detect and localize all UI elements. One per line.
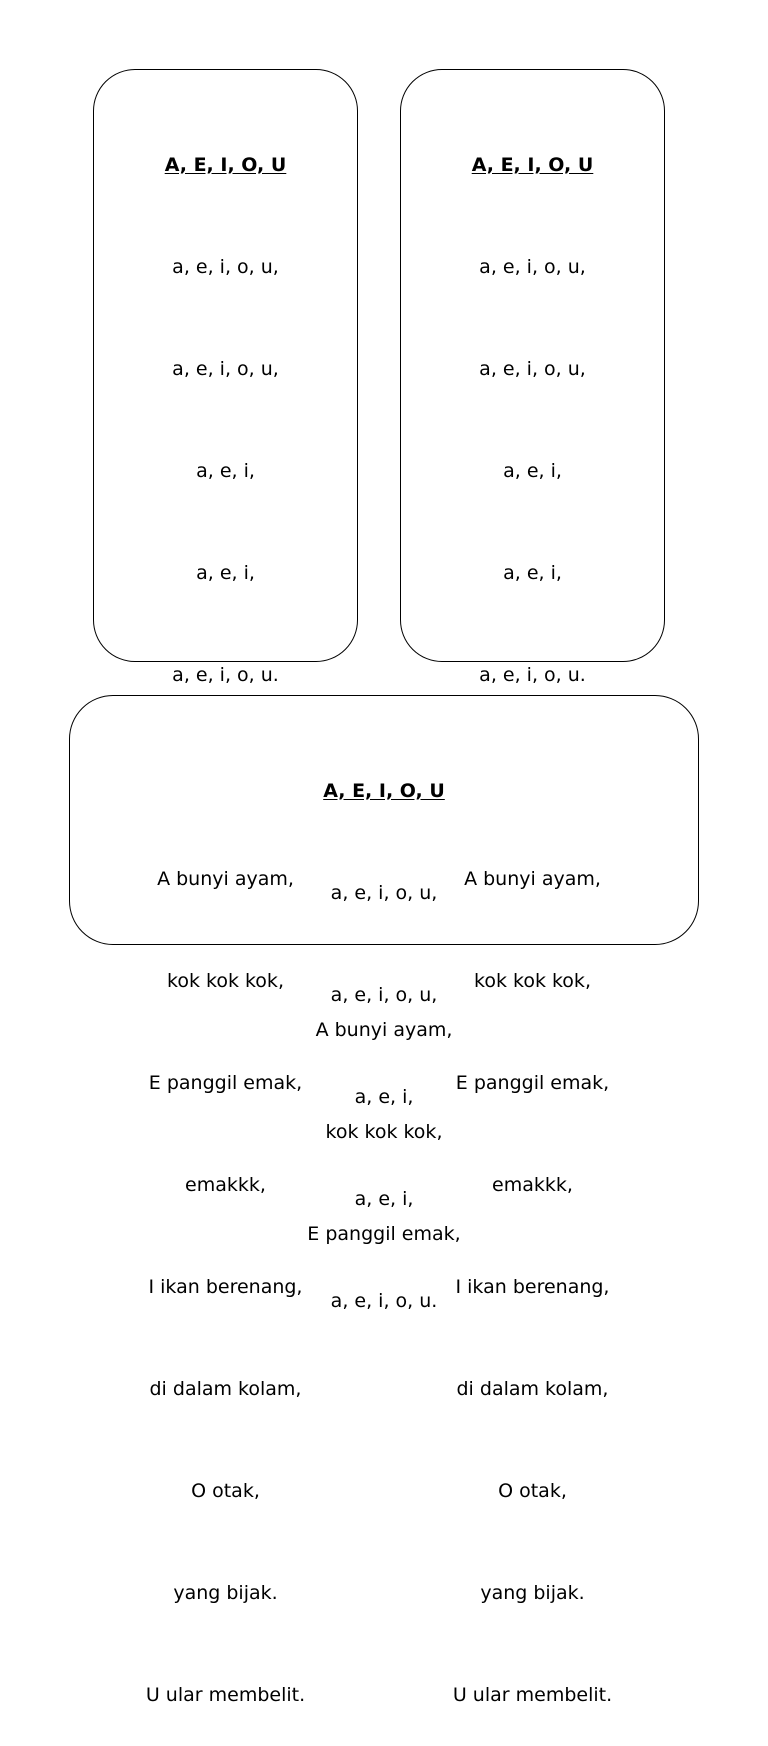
verse-line: di dalam kolam, xyxy=(456,1378,609,1400)
chorus-line: a, e, i, o, u, xyxy=(330,882,438,904)
chorus-line: a, e, i, o, u. xyxy=(172,664,279,686)
chorus-line: a, e, i, o, u, xyxy=(479,256,586,278)
verse-line: E panggil emak, xyxy=(307,1223,461,1245)
verse-line: E panggil emak, xyxy=(455,1072,610,1094)
verse-line: O otak, xyxy=(498,1480,567,1502)
verse-line: kok kok kok, xyxy=(474,970,591,992)
chorus-line: a, e, i, o, u, xyxy=(172,256,279,278)
verse-line: A bunyi ayam, xyxy=(315,1019,453,1041)
chorus-line: a, e, i, xyxy=(503,460,562,482)
song-title: A, E, I, O, U xyxy=(164,154,287,176)
song-title: A, E, I, O, U xyxy=(323,780,445,802)
verse-line: O otak, xyxy=(191,1480,260,1502)
verse-line: E panggil emak, xyxy=(148,1072,303,1094)
lyrics-bottom-verse xyxy=(69,945,699,1285)
verse-line: U ular membelit. xyxy=(145,1684,306,1706)
chorus-line: a, e, i, xyxy=(354,1188,414,1210)
verse-line: yang bijak. xyxy=(173,1582,278,1604)
verse-line: I ikan berenang, xyxy=(148,1276,303,1298)
verse-line: kok kok kok, xyxy=(325,1121,443,1143)
chorus-line: a, e, i, xyxy=(196,562,255,584)
verse-line: U ular membelit. xyxy=(452,1684,613,1706)
chorus-line: a, e, i, o, u. xyxy=(479,664,586,686)
verse-line: emakkk, xyxy=(185,1174,266,1196)
verse-line: di dalam kolam, xyxy=(149,1378,302,1400)
verse-line: kok kok kok, xyxy=(167,970,284,992)
chorus-line: a, e, i, xyxy=(354,1086,414,1108)
chorus-line: a, e, i, o, u, xyxy=(479,358,586,380)
chorus-line: a, e, i, o, u. xyxy=(330,1290,438,1312)
verse-line: A bunyi ayam, xyxy=(464,868,601,890)
verse-line: A bunyi ayam, xyxy=(157,868,294,890)
verse-line: emakkk, xyxy=(492,1174,573,1196)
chorus-line: a, e, i, xyxy=(503,562,562,584)
chorus-line: a, e, i, xyxy=(196,460,255,482)
chorus-line: a, e, i, o, u, xyxy=(330,984,438,1006)
verse-line: yang bijak. xyxy=(480,1582,585,1604)
song-title: A, E, I, O, U xyxy=(471,154,594,176)
verse-line: I ikan berenang, xyxy=(455,1276,610,1298)
chorus-line: a, e, i, o, u, xyxy=(172,358,279,380)
